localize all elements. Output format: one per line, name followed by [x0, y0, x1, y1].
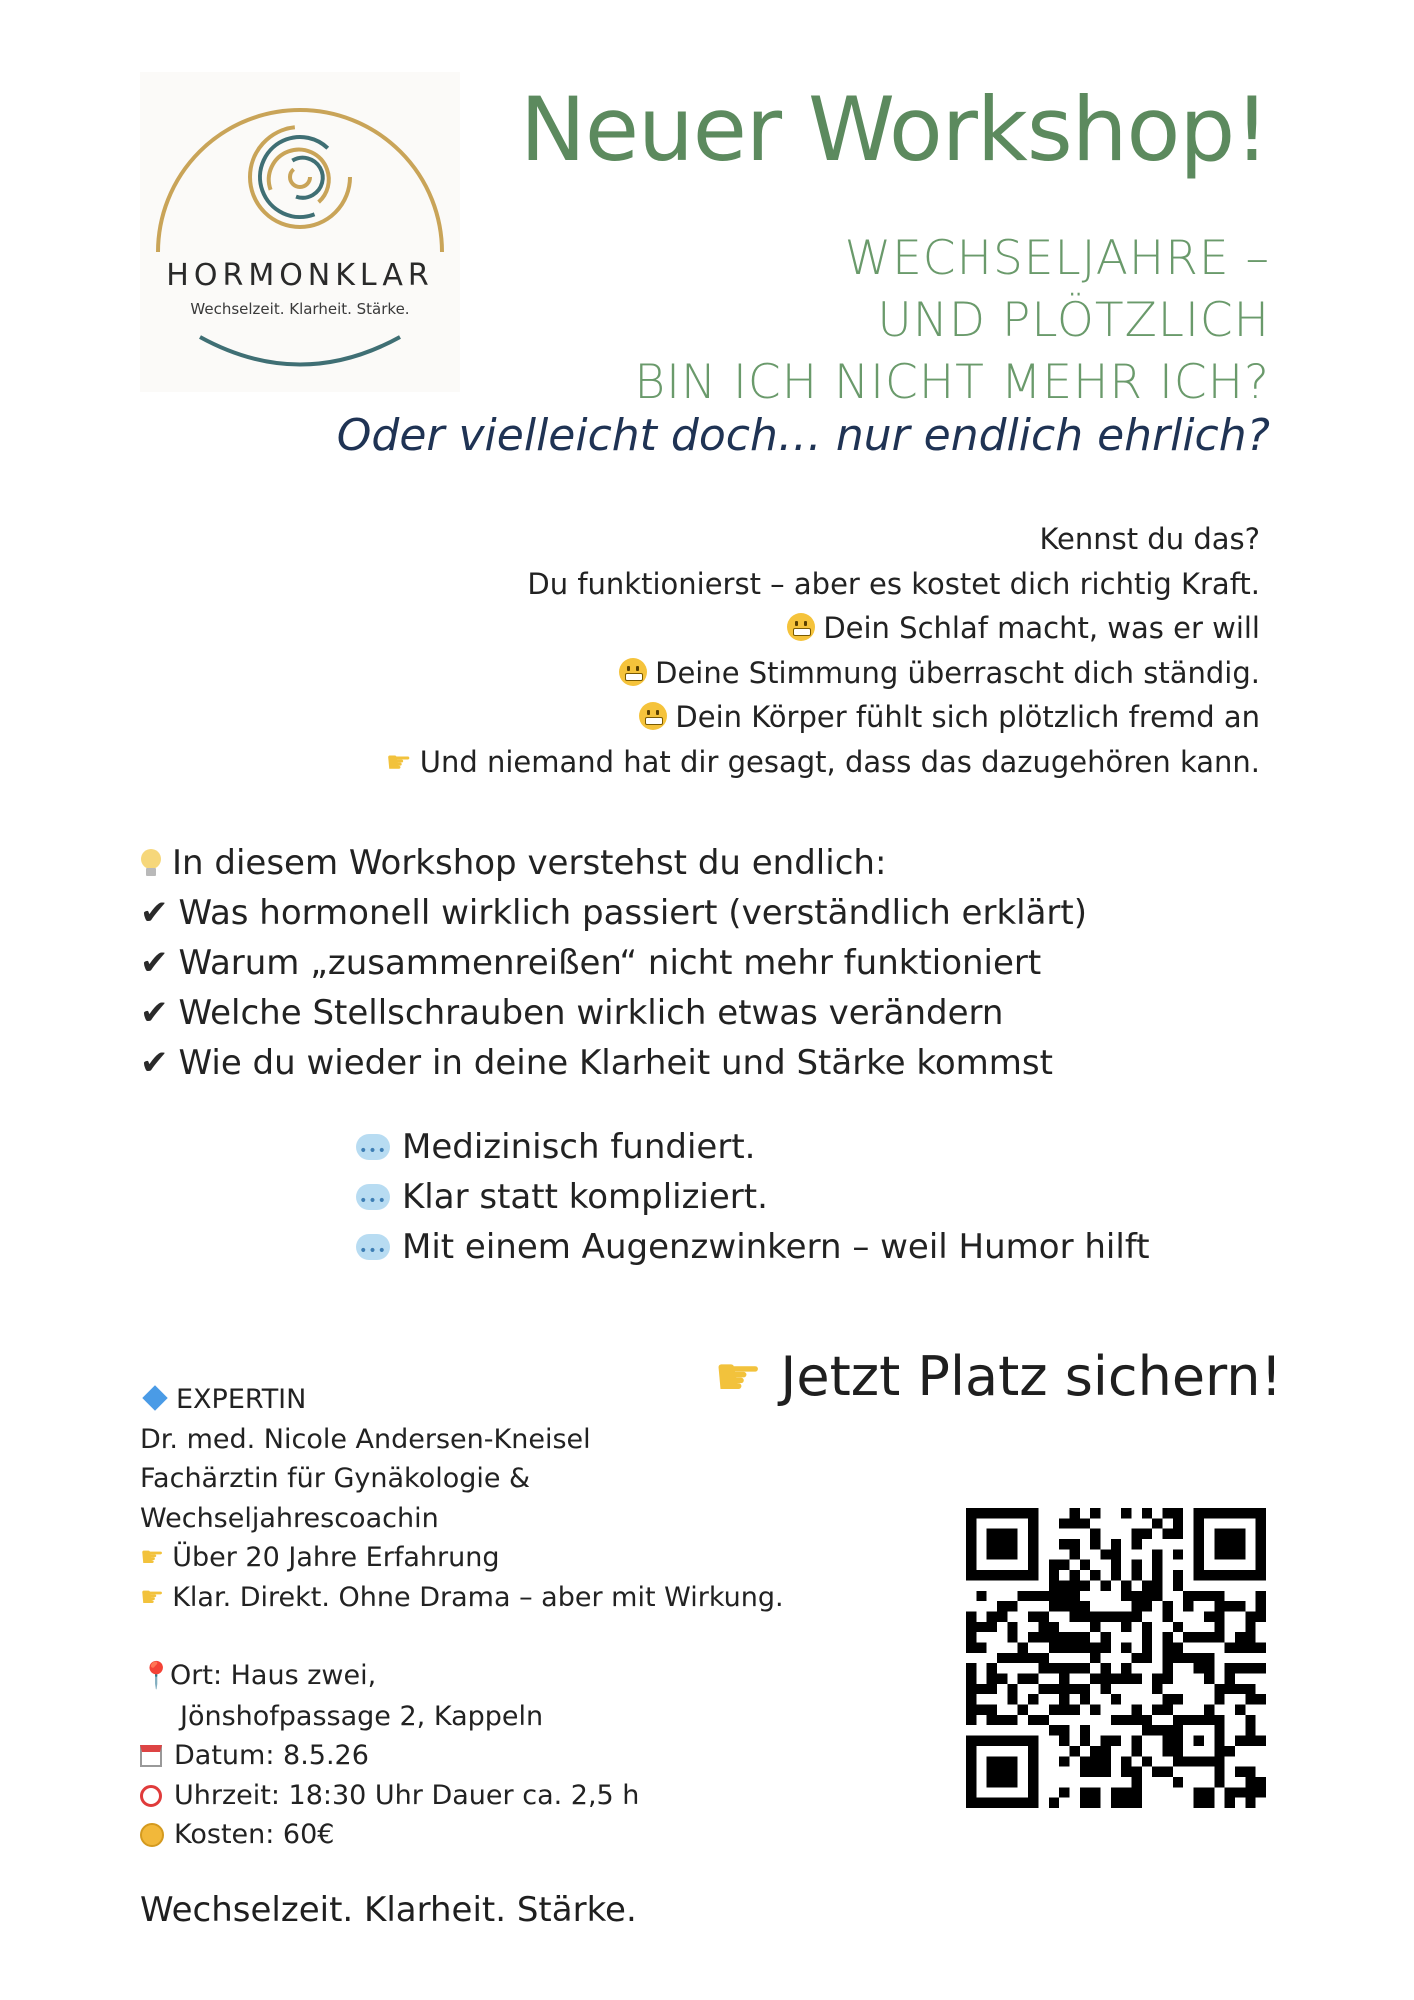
- intro-text: Dein Schlaf macht, was er will: [823, 611, 1260, 645]
- event-time-text: Uhrzeit: 18:30 Uhr Dauer ca. 2,5 h: [174, 1779, 640, 1811]
- learn-intro: [140, 838, 1087, 888]
- subheadline: [634, 228, 1270, 414]
- learn-item: [140, 1038, 1087, 1088]
- intro-text: Dein Körper fühlt sich plötzlich fremd an: [675, 700, 1260, 734]
- logo-mark: [140, 72, 460, 392]
- intro-line: [386, 651, 1260, 696]
- speech-bubble-icon: [356, 1234, 390, 1260]
- check-mark-icon: ✔: [140, 993, 169, 1033]
- pointing-right-hand-icon: ☛: [714, 1345, 763, 1408]
- intro-text: Deine Stimmung überrascht dich ständig.: [655, 655, 1260, 690]
- learn-item: [140, 888, 1087, 938]
- check-mark-icon: ✔: [140, 1043, 169, 1083]
- calendar-icon: [140, 1745, 162, 1767]
- expert-name: Dr. med. Nicole Andersen-Kneisel: [140, 1423, 591, 1455]
- intro-text: Und niemand hat dir gesagt, dass das dazugehören kann.: [419, 744, 1260, 779]
- expert-title: Wechseljahrescoachin: [140, 1502, 439, 1534]
- grimacing-face-icon: [639, 702, 667, 730]
- page-title: Neuer Workshop!: [520, 78, 1269, 181]
- event-location: [140, 1656, 639, 1697]
- grimacing-face-icon: [619, 658, 647, 686]
- learn-item: [140, 988, 1087, 1038]
- expert-point-text: Klar. Direkt. Ohne Drama – aber mit Wirkung.: [172, 1581, 784, 1613]
- intro-block: [386, 517, 1260, 784]
- speech-bubble-icon: [356, 1134, 390, 1160]
- check-mark-icon: ✔: [140, 893, 169, 933]
- coin-icon: [140, 1823, 164, 1847]
- intro-line: [386, 606, 1260, 651]
- logo-tagline: Wechselzeit. Klarheit. Stärke.: [190, 300, 410, 318]
- intro-line: [386, 695, 1260, 740]
- feature-bubbles: [356, 1122, 1150, 1272]
- event-cost-text: Kosten: 60€: [174, 1819, 335, 1850]
- learn-item-text: Wie du wieder in deine Klarheit und Stärke kommst: [178, 1043, 1053, 1083]
- pointing-right-hand-icon: ☛: [140, 1542, 165, 1573]
- cta-label: Jetzt Platz sichern!: [780, 1345, 1283, 1408]
- light-bulb-icon: [140, 849, 162, 877]
- tagline-question: Oder vielleicht doch… nur endlich ehrlich?: [336, 410, 1270, 461]
- speech-bubble-icon: [356, 1184, 390, 1210]
- pointing-right-hand-icon: ☛: [385, 744, 412, 779]
- bubble-item: [356, 1172, 1150, 1222]
- subheadline-line: UND PLÖTZLICH: [877, 293, 1270, 348]
- expert-title: Fachärztin für Gynäkologie &: [140, 1463, 531, 1494]
- cta-register[interactable]: [714, 1345, 1282, 1408]
- round-pushpin-icon: 📍: [140, 1661, 173, 1691]
- event-address-text: Jönshofpassage 2, Kappeln: [180, 1700, 544, 1732]
- check-mark-icon: ✔: [140, 943, 169, 983]
- logo: [140, 72, 460, 392]
- learn-intro-text: In diesem Workshop verstehst du endlich:: [172, 843, 887, 883]
- bubble-text: Medizinisch fundiert.: [402, 1127, 756, 1167]
- intro-line: Kennst du das?: [1039, 522, 1260, 556]
- learn-item: [140, 938, 1087, 988]
- event-time: [140, 1776, 639, 1816]
- learn-item-text: Welche Stellschrauben wirklich etwas verändern: [178, 993, 1004, 1033]
- blue-diamond-icon: [142, 1385, 167, 1410]
- subheadline-line: WECHSELJAHRE –: [844, 231, 1270, 286]
- expert-heading-text: EXPERTIN: [176, 1384, 307, 1415]
- learn-item-text: Warum „zusammenreißen“ nicht mehr funktioniert: [178, 943, 1042, 983]
- alarm-clock-icon: [140, 1785, 162, 1807]
- intro-line: [386, 740, 1260, 785]
- expert-point: [140, 1538, 784, 1578]
- bubble-text: Mit einem Augenzwinkern – weil Humor hilft: [402, 1227, 1150, 1267]
- expert-heading: [140, 1380, 784, 1420]
- workshop-learnings: [140, 838, 1087, 1088]
- intro-line: Du funktionierst – aber es kostet dich richtig Kraft.: [527, 566, 1260, 601]
- bubble-item: [356, 1122, 1150, 1172]
- qr-code[interactable]: [966, 1508, 1266, 1808]
- event-location-address: [140, 1697, 639, 1737]
- bubble-text: Klar statt kompliziert.: [402, 1177, 768, 1217]
- event-location-text: Ort: Haus zwei,: [170, 1660, 377, 1691]
- event-cost: [140, 1815, 639, 1855]
- event-date-text: Datum: 8.5.26: [174, 1740, 369, 1771]
- pointing-right-hand-icon: ☛: [140, 1581, 165, 1613]
- event-date: [140, 1736, 639, 1776]
- expert-point: [140, 1578, 784, 1618]
- learn-item-text: Was hormonell wirklich passiert (verständlich erklärt): [178, 893, 1087, 933]
- footer-slogan: Wechselzeit. Klarheit. Stärke.: [140, 1890, 637, 1930]
- bubble-item: [356, 1222, 1150, 1272]
- subheadline-line: BIN ICH NICHT MEHR ICH?: [634, 355, 1270, 410]
- logo-name: HORMONKLAR: [166, 258, 434, 293]
- expert-section: [140, 1380, 784, 1617]
- grimacing-face-icon: [787, 613, 815, 641]
- expert-point-text: Über 20 Jahre Erfahrung: [172, 1542, 500, 1573]
- event-details: [140, 1656, 639, 1855]
